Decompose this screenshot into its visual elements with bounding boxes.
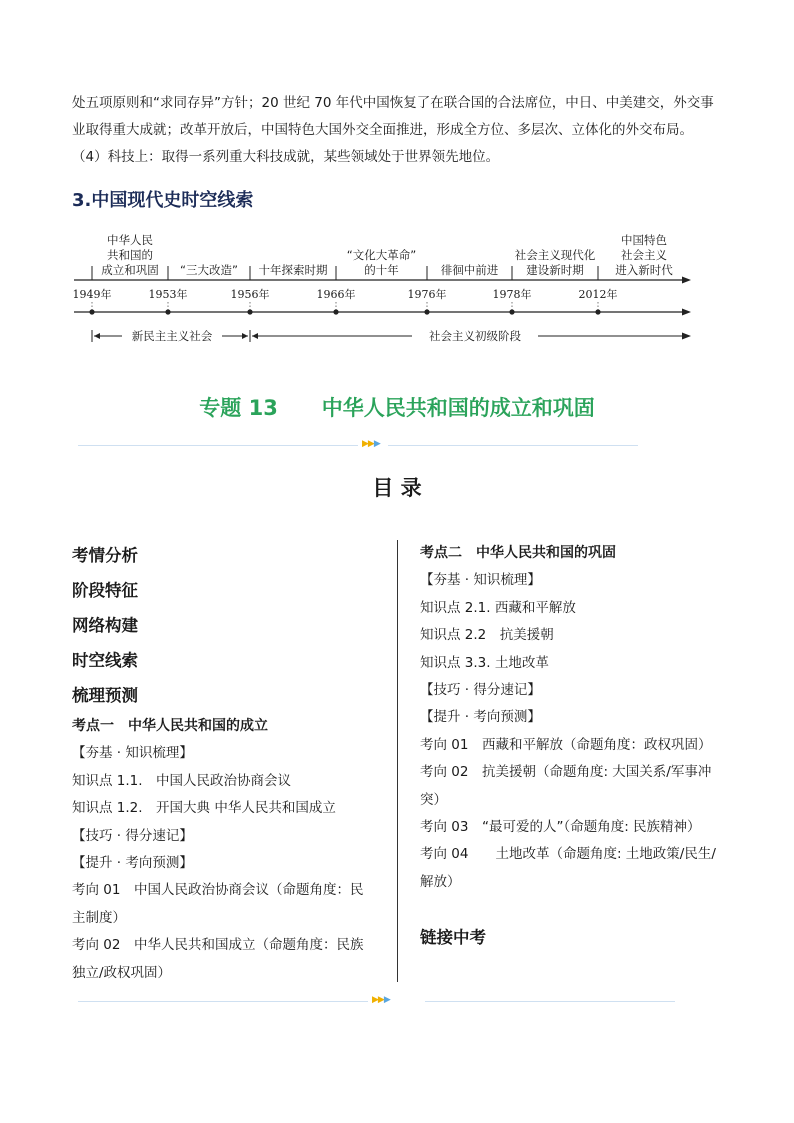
divider-arrows-icon: ▶▶▶ — [362, 439, 380, 449]
toc-left-item-0[interactable]: 考情分析 — [72, 546, 138, 565]
timeline-dot-5 — [509, 309, 514, 314]
timeline-period-0-line-1: 共和国的 — [107, 248, 153, 262]
toc-right-item-0[interactable]: 考点二 中华人民共和国的巩固 — [420, 545, 616, 561]
timeline-year-0: 1949年 — [72, 288, 112, 301]
toc-right-item-11[interactable]: 考向 04 土地改革（命题角度: 土地政策/民生/ — [420, 846, 716, 863]
toc-left-item-8[interactable]: 知识点 1.2. 开国大典 中华人民共和国成立 — [72, 800, 336, 817]
intro-line-2: 业取得重大成就；改革开放后，中国特色大国外交全面推进，形成全方位、多层次、立体化的外交布局。 — [72, 122, 693, 138]
toc-left-item-3[interactable]: 时空线索 — [72, 651, 138, 670]
timeline-period-3-line-1: 的十年 — [364, 263, 399, 277]
timeline-year-4: 1976年 — [407, 288, 447, 301]
timeline-period-5-line-1: 建设新时期 — [526, 263, 584, 277]
timeline-year-5: 1978年 — [492, 288, 532, 301]
timeline-dot-3 — [333, 309, 338, 314]
divider-left — [78, 445, 358, 446]
timeline-year-6: 2012年 — [578, 288, 618, 301]
intro-line-3: （4）科技上：取得一系列重大科技成就，某些领域处于世界领先地位。 — [72, 149, 500, 165]
intro-line-1: 处五项原则和“求同存异”方针；20 世纪 70 年代中国恢复了在联合国的合法席位，中日、中美建交，外交事 — [72, 95, 714, 111]
timeline-period-0-line-0: 中华人民 — [107, 233, 153, 247]
toc-left-item-5[interactable]: 考点一 中华人民共和国的成立 — [72, 718, 268, 734]
toc-left-column — [72, 538, 392, 987]
timeline-dot-4 — [424, 309, 429, 314]
bottom-divider-right — [425, 1001, 675, 1002]
toc-link-exam[interactable] — [420, 920, 486, 955]
toc-right-column — [420, 540, 740, 896]
section-title: 3.中国现代史时空线索 — [72, 190, 254, 211]
timeline-year-1: 1953年 — [148, 288, 188, 301]
timeline-period-6-line-1: 社会主义 — [621, 248, 667, 262]
timeline-dot-2 — [247, 309, 252, 314]
timeline-period-2-line-0: 十年探索时期 — [258, 263, 328, 277]
toc-right-item-1[interactable]: 【夯基 · 知识梳理】 — [420, 572, 541, 589]
history-timeline — [60, 228, 710, 353]
toc-right-item-2[interactable]: 知识点 2.1. 西藏和平解放 — [420, 599, 576, 616]
stage1-left-arrow-icon — [94, 333, 100, 339]
toc-left-item-11[interactable]: 考向 01 中国人民政治协商会议（命题角度：民 — [72, 882, 364, 899]
timeline-dot-0 — [89, 309, 94, 314]
toc-left-item-14[interactable]: 独立/政权巩固） — [72, 964, 172, 981]
stage2-left-arrow-icon — [252, 333, 258, 339]
bottom-divider-arrows-icon: ▶▶▶ — [372, 995, 390, 1005]
toc-left-item-4[interactable]: 梳理预测 — [72, 686, 138, 705]
bottom-divider-left — [78, 1001, 368, 1002]
timeline-lower-arrow-icon — [682, 309, 691, 316]
toc-right-item-3[interactable]: 知识点 2.2 抗美援朝 — [420, 627, 554, 644]
timeline-period-1-line-0: “三大改造” — [180, 263, 238, 277]
timeline-axis-arrow-icon — [682, 277, 691, 284]
toc-left-item-12[interactable]: 主制度） — [72, 909, 126, 926]
toc-left-item-10[interactable]: 【提升 · 考向预测】 — [72, 855, 193, 872]
timeline-period-5-line-0: 社会主义现代化 — [514, 248, 596, 262]
toc-left-item-9[interactable]: 【技巧 · 得分速记】 — [72, 827, 193, 844]
stage-label-0: 新民主主义社会 — [131, 329, 213, 343]
toc-link-exam-label: 链接中考 — [420, 928, 486, 947]
toc-right-item-5[interactable]: 【技巧 · 得分速记】 — [420, 682, 541, 699]
stage1-right-arrow-icon — [242, 333, 248, 339]
divider-right — [388, 445, 638, 446]
toc-right-item-8[interactable]: 考向 02 抗美援朝（命题角度: 大国关系/军事冲 — [420, 764, 712, 781]
timeline-period-6-line-2: 进入新时代 — [615, 263, 673, 277]
toc-right-item-12[interactable]: 解放） — [420, 873, 461, 890]
stage-label-1: 社会主义初级阶段 — [429, 329, 521, 343]
timeline-year-2: 1956年 — [230, 288, 270, 301]
topic-title: 专题 13 中华人民共和国的成立和巩固 — [199, 396, 595, 420]
toc-right-item-7[interactable]: 考向 01 西藏和平解放（命题角度：政权巩固） — [420, 736, 712, 753]
timeline-period-0-line-2: 成立和巩固 — [101, 263, 159, 277]
timeline-year-3: 1966年 — [316, 288, 356, 301]
stage2-right-arrow-icon — [682, 333, 691, 340]
timeline-period-4-line-0: 徘徊中前进 — [440, 263, 499, 277]
toc-title: 目 录 — [372, 476, 422, 500]
toc-column-divider — [397, 540, 398, 982]
toc-right-item-10[interactable]: 考向 03 “最可爱的人”（命题角度: 民族精神） — [420, 819, 701, 836]
timeline-period-6-line-0: 中国特色 — [621, 233, 667, 247]
toc-left-item-6[interactable]: 【夯基 · 知识梳理】 — [72, 745, 193, 762]
toc-left-item-1[interactable]: 阶段特征 — [72, 581, 138, 600]
timeline-period-3-line-0: “文化大革命” — [346, 248, 417, 262]
timeline-dot-1 — [165, 309, 170, 314]
timeline-dot-6 — [595, 309, 600, 314]
toc-right-item-4[interactable]: 知识点 3.3. 土地改革 — [420, 654, 549, 671]
toc-right-item-9[interactable]: 突） — [420, 791, 447, 808]
toc-left-item-2[interactable]: 网络构建 — [72, 616, 138, 635]
toc-right-item-6[interactable]: 【提升 · 考向预测】 — [420, 709, 541, 726]
toc-left-item-13[interactable]: 考向 02 中华人民共和国成立（命题角度：民族 — [72, 937, 364, 954]
toc-left-item-7[interactable]: 知识点 1.1. 中国人民政治协商会议 — [72, 772, 292, 789]
